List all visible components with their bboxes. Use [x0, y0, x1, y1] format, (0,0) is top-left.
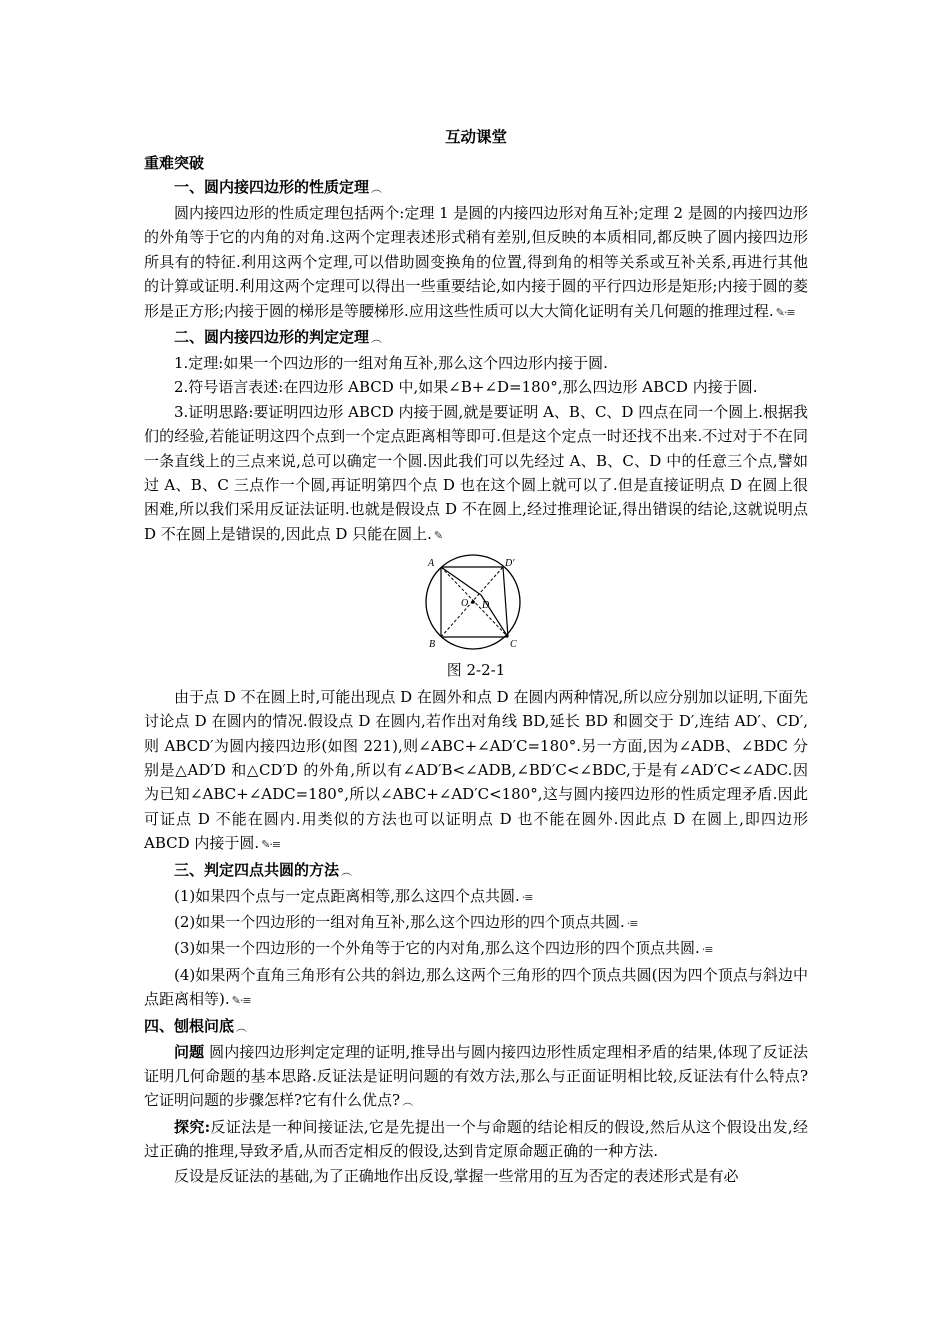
label-O: O: [461, 598, 469, 610]
heading-mark-icon: ︵: [236, 1020, 247, 1034]
section2-p2: 2.符号语言表述:在四边形 ABCD 中,如果∠B+∠D=180°,那么四边形 ABCD 内接于圆.: [174, 378, 758, 397]
section3-item: (4)如果两个直角三角形有公共的斜边,那么这两个三角形的四个顶点共圆(因为四个顶点与斜边中点距离相等). ✎·≡: [144, 965, 808, 1009]
note-mark-icon: ✎·≡: [775, 305, 795, 319]
question-label: 问题: [174, 1042, 205, 1061]
question-paragraph: 问题 圆内接四边形判定定理的证明,推导出与圆内接四边形性质定理相矛盾的结果,体现了反证法证明几何命题的基本思路.反证法是证明问题的有效方法,那么与正面证明相比较,反证法有什么特点?它证明问题的步骤怎样?它有什么优点? ︵: [144, 1042, 808, 1110]
line-mark-icon: ·≡: [701, 943, 713, 957]
section3-item: (2)如果一个四边形的一组对角互补,那么这个四边形的四个顶点共圆. ·≡: [174, 912, 638, 931]
note-mark-icon: ✎: [433, 528, 443, 542]
page-title: 互动课堂: [444, 128, 507, 146]
heading-mark-icon: ︵: [341, 864, 352, 878]
heading-mark-icon: ︵: [371, 332, 382, 346]
section3-item: (1)如果四个点与一定点距离相等,那么这四个点共圆. ·≡: [174, 886, 533, 905]
label-D: D: [482, 600, 490, 612]
geometry-figure: [416, 554, 536, 654]
note-mark-icon: ✎·≡: [261, 838, 281, 852]
section3-item: (3)如果一个四边形的一个外角等于它的内对角,那么这个四边形的四个顶点共圆. ·≡: [174, 939, 713, 958]
document-page: [144, 126, 808, 1188]
line-mark-icon: ·≡: [626, 916, 638, 930]
section1-heading: 一、圆内接四边形的性质定理 ︵: [174, 178, 382, 196]
section2-p4: 由于点 D 不在圆上时,可能出现点 D 在圆外和点 D 在圆内两种情况,所以应分别加以证明,下面先讨论点 D 在圆内的情况.假设点 D 在圆内,若作出对角线 BD,延长 BD 和圆交于 D′,连结 AD′、CD′,则 ABCD′为圆内接四边形(如图 221),则∠ABC+∠AD′C=180°.另一方面,因为∠ADB、∠BDC 分别是△AD′D 和△CD′D 的外角,所以有∠AD′B<∠ADB,∠BD′C<∠BDC,于是有∠AD′C<∠ADC.因为已知∠ABC+∠ADC=180°,所以∠ABC+∠AD′C<180°,这与圆内接四边形的性质定理矛盾.因此可证点 D 不能在圆内.用类似的方法也可以证明点 D 也不能在圆外.因此点 D 在圆上,即四边形 ABCD 内接于圆. ✎·≡: [144, 687, 808, 853]
line-mark-icon: ·≡: [521, 890, 533, 904]
section3-heading: 三、判定四点共圆的方法 ︵: [174, 860, 352, 879]
answer-paragraph: 探究:反证法是一种间接证法,它是先提出一个与命题的结论相反的假设,然后从这个假设出发,经过正确的推理,导致矛盾,从而否定相反的假设,达到肯定原命题正确的一种方法.: [144, 1117, 808, 1161]
label-C: C: [510, 639, 517, 651]
note-mark-icon: ✎·≡: [231, 994, 251, 1008]
section2-heading: 二、圆内接四边形的判定定理 ︵: [174, 328, 382, 347]
section4-heading: 四、刨根问底 ︵: [144, 1016, 247, 1035]
heading-mark-icon: ︵: [402, 1095, 413, 1109]
last-paragraph: 反设是反证法的基础,为了正确地作出反设,掌握一些常用的互为否定的表述形式是有必: [174, 1166, 739, 1185]
section2-p1: 1.定理:如果一个四边形的一组对角互补,那么这个四边形内接于圆.: [174, 354, 608, 373]
section1-paragraph: 圆内接四边形的性质定理包括两个:定理 1 是圆的内接四边形对角互补;定理 2 是圆的内接四边形的外角等于它的内角的对角.这两个定理表述形式稍有差别,但反映的本质相同,都反映了圆内接四边形所具有的特征.利用这两个定理,可以借助圆变换角的位置,得到角的相等关系或互补关系,再进行其他的计算或证明.利用这两个定理可以得出一些重要结论,如内接于圆的平行四边形是矩形;内接于圆的菱形是正方形;内接于圆的梯形是等腰梯形.应用这些性质可以大大简化证明有关几何题的推理过程. ✎·≡: [144, 204, 808, 320]
label-Dprime: D′: [505, 558, 515, 570]
section-heading-main: 重难突破: [144, 154, 205, 172]
label-B: B: [429, 639, 436, 651]
heading-mark-icon: ︵: [371, 182, 382, 195]
answer-label: 探究:: [174, 1117, 211, 1136]
section2-p3: 3.证明思路:要证明四边形 ABCD 内接于圆,就是要证明 A、B、C、D 四点在同一个圆上.根据我们的经验,若能证明这四个点到一个定点距离相等即可.但是这个定点一时还找不出来.不过对于不在同一条直线上的三点来说,总可以确定一个圆.因此我们可以先经过 A、B、C、D 中的任意三个点,譬如过 A、B、C 三点作一个圆,再证明第四个点 D 也在这个圆上就可以了.但是直接证明点 D 在圆上很困难,所以我们采用反证法证明.也就是假设点 D 不在圆上,经过推理论证,得出错误的结论,这就说明点 D 不在圆上是错误的,因此点 D 只能在圆上. ✎: [144, 402, 808, 543]
label-A: A: [428, 558, 435, 570]
figure-caption: 图 2-2-1: [446, 661, 506, 680]
